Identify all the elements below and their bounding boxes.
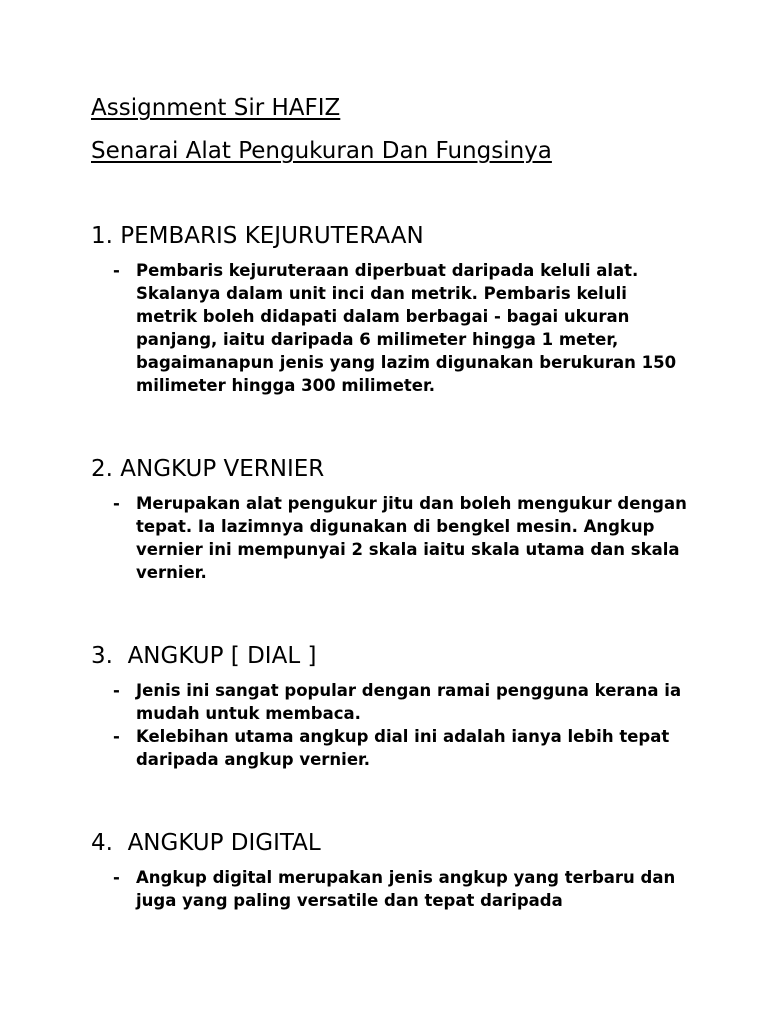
section-angkup-vernier xyxy=(91,455,691,584)
section-heading: 1. PEMBARIS KEJURUTERAAN xyxy=(91,223,424,249)
section-heading: 2. ANGKUP VERNIER xyxy=(91,456,325,482)
bullet-item xyxy=(91,679,691,725)
bullet-list xyxy=(91,492,691,584)
bullet-list xyxy=(91,679,691,771)
bullet-dash: - xyxy=(113,727,120,746)
bullet-text: Pembaris kejuruteraan diperbuat daripada keluli alat. Skalanya dalam unit inci dan metrik. Pembaris keluli metrik boleh didapati dalam berbagai - bagai ukuran panjang, iaitu daripada 6 milimeter hingga 1 meter, bagaimanapun jenis yang lazim digunakan berukuran 150 milimeter hingga 300 milimeter. xyxy=(136,261,677,395)
document-subtitle: Senarai Alat Pengukuran Dan Fungsinya xyxy=(91,138,552,164)
section-heading: 3. ANGKUP [ DIAL ] xyxy=(91,643,317,669)
bullet-item xyxy=(91,725,691,771)
document-title: Assignment Sir HAFIZ xyxy=(91,95,341,121)
bullet-dash: - xyxy=(113,261,120,280)
bullet-item xyxy=(91,259,691,397)
bullet-text: Angkup digital merupakan jenis angkup yang terbaru dan juga yang paling versatile dan tepat daripada xyxy=(136,868,676,910)
section-heading: 4. ANGKUP DIGITAL xyxy=(91,830,321,856)
section-angkup-dial xyxy=(91,642,691,771)
bullet-list xyxy=(91,866,691,912)
bullet-dash: - xyxy=(113,868,120,887)
bullet-text: Jenis ini sangat popular dengan ramai pengguna kerana ia mudah untuk membaca. xyxy=(136,681,682,723)
bullet-item xyxy=(91,492,691,584)
bullet-dash: - xyxy=(113,494,120,513)
bullet-text: Kelebihan utama angkup dial ini adalah ianya lebih tepat daripada angkup vernier. xyxy=(136,727,670,769)
section-angkup-digital xyxy=(91,829,691,912)
bullet-item xyxy=(91,866,691,912)
bullet-text: Merupakan alat pengukur jitu dan boleh mengukur dengan tepat. Ia lazimnya digunakan di bengkel mesin. Angkup vernier ini mempunyai 2 skala iaitu skala utama dan skala vernier. xyxy=(136,494,687,582)
bullet-list xyxy=(91,259,691,397)
bullet-dash: - xyxy=(113,681,120,700)
section-pembaris xyxy=(91,222,691,397)
